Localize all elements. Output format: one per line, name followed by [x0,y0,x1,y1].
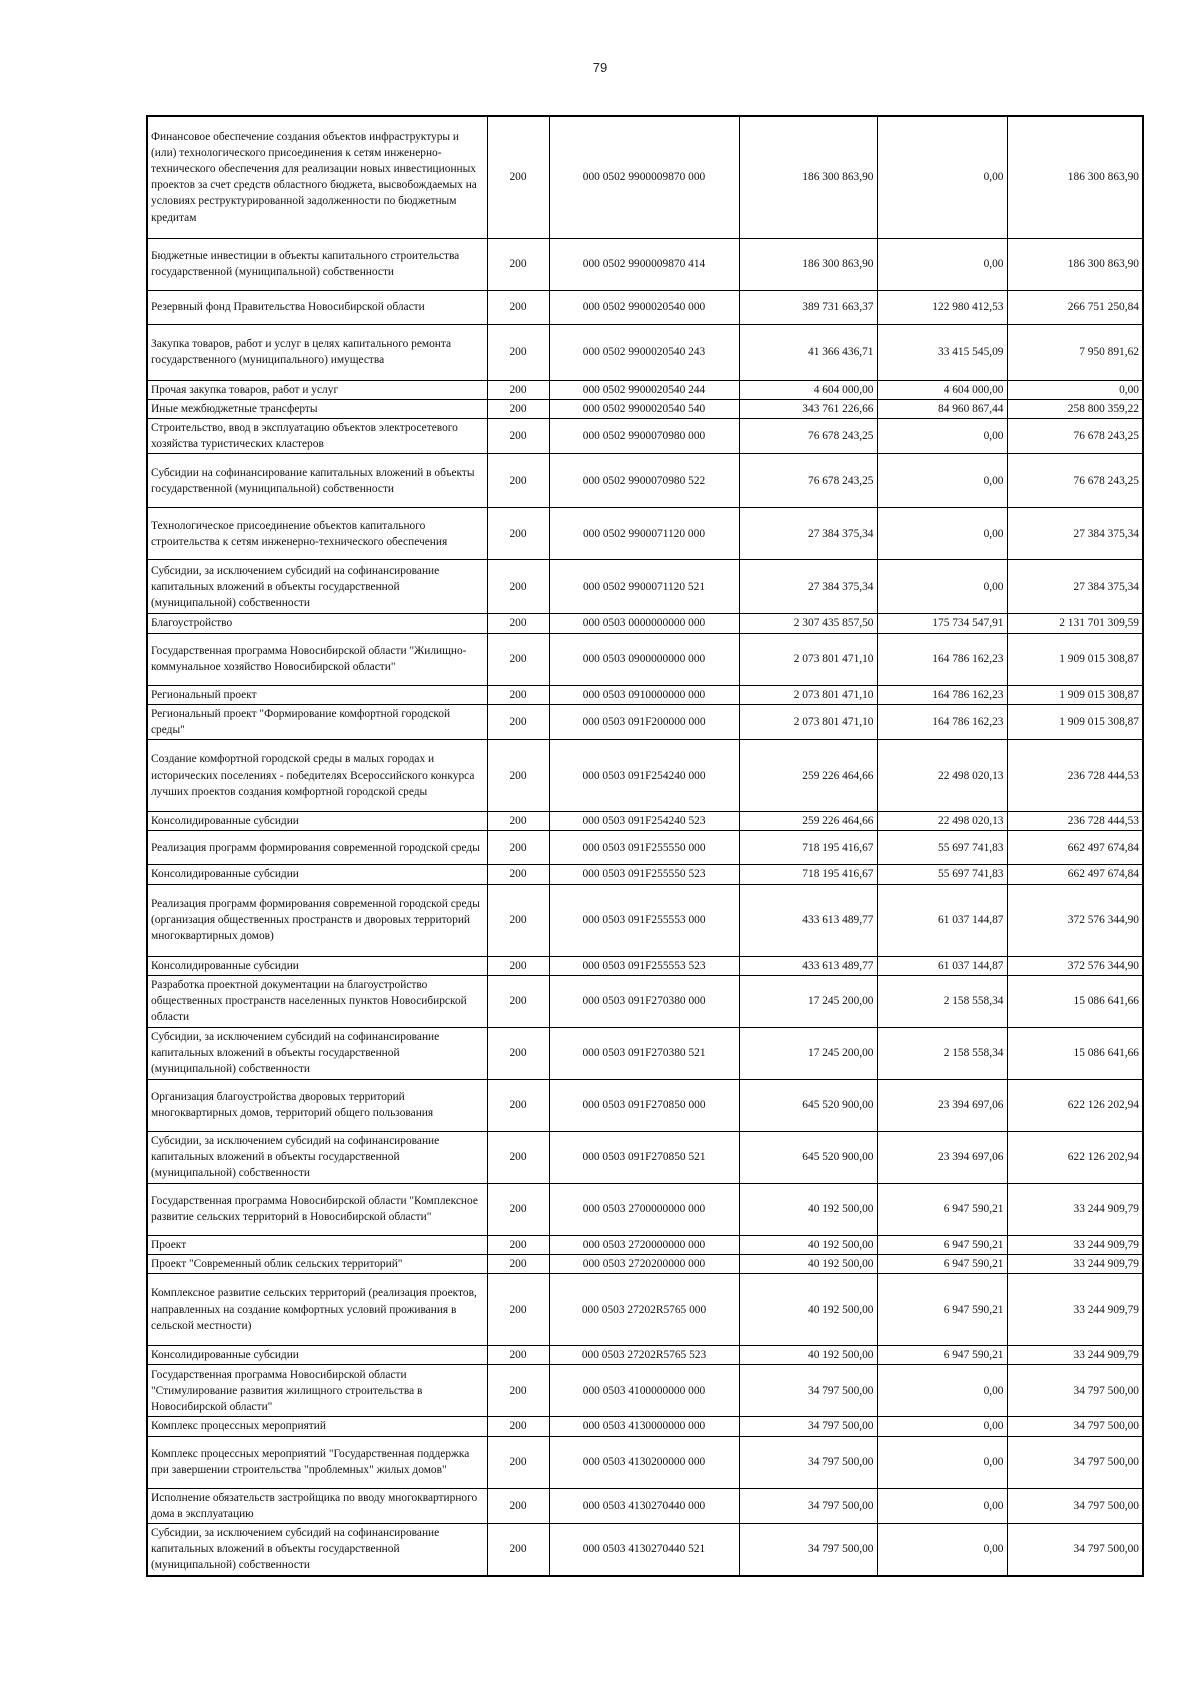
table-row [147,831,1143,865]
row-budget-classification-code: 000 0503 4130000000 000 [549,1417,739,1436]
row-line-code: 200 [487,1523,549,1575]
row-line-code: 200 [487,1417,549,1436]
row-name: Государственная программа Новосибирской области "Жилищно-коммунальное хозяйство Новосибирской области" [147,633,487,685]
row-executed-amount: 0,00 [877,1436,1007,1488]
row-executed-amount: 6 947 590,21 [877,1235,1007,1254]
row-line-code: 200 [487,685,549,704]
row-line-code: 200 [487,633,549,685]
row-name: Проект "Современный облик сельских территорий" [147,1254,487,1273]
table-row [147,290,1143,324]
row-budget-classification-code: 000 0503 27202R5765 523 [549,1346,739,1365]
table-row [147,865,1143,884]
row-budget-classification-code: 000 0503 0000000000 000 [549,614,739,633]
row-line-code: 200 [487,812,549,831]
row-line-code: 200 [487,399,549,418]
table-row [147,1488,1143,1523]
row-approved-amount: 41 366 436,71 [739,324,877,380]
row-line-code: 200 [487,290,549,324]
row-name: Консолидированные субсидии [147,865,487,884]
row-executed-amount: 0,00 [877,508,1007,560]
row-budget-classification-code: 000 0503 0900000000 000 [549,633,739,685]
row-executed-amount: 164 786 162,23 [877,685,1007,704]
row-line-code: 200 [487,884,549,956]
row-approved-amount: 259 226 464,66 [739,740,877,812]
row-budget-classification-code: 000 0503 4100000000 000 [549,1365,739,1417]
row-unexecuted-amount: 33 244 909,79 [1007,1346,1143,1365]
row-name: Резервный фонд Правительства Новосибирской области [147,290,487,324]
row-budget-classification-code: 000 0503 4130270440 521 [549,1523,739,1575]
table-row [147,1131,1143,1183]
table-row [147,685,1143,704]
row-unexecuted-amount: 27 384 375,34 [1007,560,1143,614]
row-line-code: 200 [487,508,549,560]
row-line-code: 200 [487,1235,549,1254]
row-approved-amount: 645 520 900,00 [739,1131,877,1183]
row-executed-amount: 164 786 162,23 [877,633,1007,685]
row-budget-classification-code: 000 0503 091F255553 523 [549,956,739,975]
row-unexecuted-amount: 186 300 863,90 [1007,116,1143,238]
row-approved-amount: 27 384 375,34 [739,508,877,560]
row-executed-amount: 84 960 867,44 [877,399,1007,418]
row-unexecuted-amount: 34 797 500,00 [1007,1436,1143,1488]
table-row [147,704,1143,739]
table-row [147,1183,1143,1235]
row-unexecuted-amount: 662 497 674,84 [1007,865,1143,884]
row-executed-amount: 2 158 558,34 [877,975,1007,1027]
row-approved-amount: 4 604 000,00 [739,380,877,399]
row-budget-classification-code: 000 0502 9900009870 000 [549,116,739,238]
table-row [147,740,1143,812]
row-name: Комплекс процессных мероприятий [147,1417,487,1436]
row-executed-amount: 61 037 144,87 [877,956,1007,975]
table-row [147,1027,1143,1079]
row-executed-amount: 0,00 [877,1523,1007,1575]
row-name: Региональный проект [147,685,487,704]
row-budget-classification-code: 000 0503 4130200000 000 [549,1436,739,1488]
row-name: Разработка проектной документации на благоустройство общественных пространств населенных пунктов Новосибирской области [147,975,487,1027]
row-approved-amount: 433 613 489,77 [739,884,877,956]
row-name: Субсидии, за исключением субсидий на софинансирование капитальных вложений в объекты государственной (муниципальной) собственности [147,1131,487,1183]
row-executed-amount: 0,00 [877,116,1007,238]
table-row [147,418,1143,453]
row-line-code: 200 [487,865,549,884]
row-unexecuted-amount: 34 797 500,00 [1007,1365,1143,1417]
row-budget-classification-code: 000 0503 091F270380 000 [549,975,739,1027]
row-unexecuted-amount: 622 126 202,94 [1007,1079,1143,1131]
table-row [147,1235,1143,1254]
table-row [147,508,1143,560]
row-line-code: 200 [487,454,549,508]
row-budget-classification-code: 000 0503 091F255553 000 [549,884,739,956]
table-row [147,884,1143,956]
row-executed-amount: 23 394 697,06 [877,1131,1007,1183]
row-name: Комплекс процессных мероприятий "Государственная поддержка при завершении строительства "проблемных" жилых домов" [147,1436,487,1488]
row-budget-classification-code: 000 0502 9900020540 000 [549,290,739,324]
row-name: Закупка товаров, работ и услуг в целях капитального ремонта государственного (муниципального) имущества [147,324,487,380]
row-name: Субсидии, за исключением субсидий на софинансирование капитальных вложений в объекты государственной (муниципальной) собственности [147,560,487,614]
row-executed-amount: 0,00 [877,238,1007,290]
table-row [147,614,1143,633]
row-unexecuted-amount: 1 909 015 308,87 [1007,685,1143,704]
row-name: Государственная программа Новосибирской области "Комплексное развитие сельских территорий в Новосибирской области" [147,1183,487,1235]
row-executed-amount: 6 947 590,21 [877,1274,1007,1346]
row-executed-amount: 2 158 558,34 [877,1027,1007,1079]
row-line-code: 200 [487,1365,549,1417]
table-row [147,1079,1143,1131]
row-line-code: 200 [487,116,549,238]
row-name: Благоустройство [147,614,487,633]
row-budget-classification-code: 000 0502 9900071120 000 [549,508,739,560]
row-executed-amount: 0,00 [877,418,1007,453]
row-budget-classification-code: 000 0503 2700000000 000 [549,1183,739,1235]
row-budget-classification-code: 000 0503 4130270440 000 [549,1488,739,1523]
row-approved-amount: 389 731 663,37 [739,290,877,324]
table-row [147,812,1143,831]
row-name: Прочая закупка товаров, работ и услуг [147,380,487,399]
row-budget-classification-code: 000 0503 091F254240 523 [549,812,739,831]
row-approved-amount: 76 678 243,25 [739,418,877,453]
row-executed-amount: 33 415 545,09 [877,324,1007,380]
row-approved-amount: 40 192 500,00 [739,1254,877,1273]
row-executed-amount: 122 980 412,53 [877,290,1007,324]
row-executed-amount: 175 734 547,91 [877,614,1007,633]
row-budget-classification-code: 000 0502 9900009870 414 [549,238,739,290]
row-name: Субсидии на софинансирование капитальных вложений в объекты государственной (муниципальной) собственности [147,454,487,508]
row-line-code: 200 [487,1027,549,1079]
row-name: Субсидии, за исключением субсидий на софинансирование капитальных вложений в объекты государственной (муниципальной) собственности [147,1027,487,1079]
row-name: Субсидии, за исключением субсидий на софинансирование капитальных вложений в объекты государственной (муниципальной) собственности [147,1523,487,1575]
row-approved-amount: 343 761 226,66 [739,399,877,418]
page-number: 79 [592,60,608,75]
row-line-code: 200 [487,324,549,380]
row-budget-classification-code: 000 0503 2720200000 000 [549,1254,739,1273]
table-row [147,116,1143,238]
row-executed-amount: 4 604 000,00 [877,380,1007,399]
row-executed-amount: 22 498 020,13 [877,812,1007,831]
row-name: Реализация программ формирования современной городской среды [147,831,487,865]
table-row [147,1365,1143,1417]
table-row [147,324,1143,380]
row-line-code: 200 [487,1436,549,1488]
row-approved-amount: 40 192 500,00 [739,1346,877,1365]
row-line-code: 200 [487,831,549,865]
row-name: Финансовое обеспечение создания объектов инфраструктуры и (или) технологического присоединения к сетям инженерно-технического обеспечения для реализации новых инвестиционных проектов за счет средств областного бюджета, высвобождаемых на условиях реструктурированной задолженности по бюджетным кредитам [147,116,487,238]
table-row [147,454,1143,508]
row-approved-amount: 76 678 243,25 [739,454,877,508]
row-executed-amount: 6 947 590,21 [877,1183,1007,1235]
row-unexecuted-amount: 2 131 701 309,59 [1007,614,1143,633]
row-unexecuted-amount: 34 797 500,00 [1007,1523,1143,1575]
row-name: Комплексное развитие сельских территорий (реализация проектов, направленных на создание комфортных условий проживания в сельской местности) [147,1274,487,1346]
row-line-code: 200 [487,1079,549,1131]
table-row [147,399,1143,418]
row-approved-amount: 27 384 375,34 [739,560,877,614]
row-approved-amount: 718 195 416,67 [739,831,877,865]
row-approved-amount: 34 797 500,00 [739,1488,877,1523]
row-unexecuted-amount: 1 909 015 308,87 [1007,633,1143,685]
row-unexecuted-amount: 266 751 250,84 [1007,290,1143,324]
table-row [147,956,1143,975]
row-budget-classification-code: 000 0503 091F255550 523 [549,865,739,884]
row-unexecuted-amount: 76 678 243,25 [1007,418,1143,453]
row-approved-amount: 2 073 801 471,10 [739,704,877,739]
row-unexecuted-amount: 7 950 891,62 [1007,324,1143,380]
row-approved-amount: 186 300 863,90 [739,238,877,290]
row-line-code: 200 [487,704,549,739]
row-unexecuted-amount: 372 576 344,90 [1007,956,1143,975]
row-budget-classification-code: 000 0503 27202R5765 000 [549,1274,739,1346]
row-line-code: 200 [487,238,549,290]
row-unexecuted-amount: 33 244 909,79 [1007,1235,1143,1254]
row-executed-amount: 55 697 741,83 [877,831,1007,865]
row-unexecuted-amount: 662 497 674,84 [1007,831,1143,865]
row-name: Строительство, ввод в эксплуатацию объектов электросетевого хозяйства туристических кластеров [147,418,487,453]
row-budget-classification-code: 000 0502 9900070980 522 [549,454,739,508]
row-approved-amount: 17 245 200,00 [739,975,877,1027]
row-line-code: 200 [487,1488,549,1523]
row-budget-classification-code: 000 0502 9900020540 244 [549,380,739,399]
row-unexecuted-amount: 34 797 500,00 [1007,1417,1143,1436]
row-budget-classification-code: 000 0502 9900070980 000 [549,418,739,453]
row-approved-amount: 40 192 500,00 [739,1274,877,1346]
row-unexecuted-amount: 1 909 015 308,87 [1007,704,1143,739]
row-name: Консолидированные субсидии [147,812,487,831]
row-line-code: 200 [487,380,549,399]
table-row [147,1436,1143,1488]
row-unexecuted-amount: 0,00 [1007,380,1143,399]
row-budget-classification-code: 000 0503 091F254240 000 [549,740,739,812]
row-name: Региональный проект "Формирование комфортной городской среды" [147,704,487,739]
row-approved-amount: 718 195 416,67 [739,865,877,884]
row-line-code: 200 [487,418,549,453]
row-approved-amount: 34 797 500,00 [739,1436,877,1488]
row-line-code: 200 [487,740,549,812]
row-executed-amount: 55 697 741,83 [877,865,1007,884]
row-name: Консолидированные субсидии [147,956,487,975]
table-body [147,116,1143,1576]
row-unexecuted-amount: 33 244 909,79 [1007,1254,1143,1273]
row-budget-classification-code: 000 0502 9900071120 521 [549,560,739,614]
row-approved-amount: 34 797 500,00 [739,1523,877,1575]
row-name: Государственная программа Новосибирской области "Стимулирование развития жилищного строительства в Новосибирской области" [147,1365,487,1417]
row-executed-amount: 6 947 590,21 [877,1254,1007,1273]
row-approved-amount: 40 192 500,00 [739,1183,877,1235]
row-name: Реализация программ формирования современной городской среды (организация общественных пространств и дворовых территорий многоквартирных домов) [147,884,487,956]
table-row [147,1346,1143,1365]
row-budget-classification-code: 000 0503 091F270850 521 [549,1131,739,1183]
row-approved-amount: 433 613 489,77 [739,956,877,975]
row-approved-amount: 645 520 900,00 [739,1079,877,1131]
table-row [147,560,1143,614]
row-line-code: 200 [487,1274,549,1346]
row-unexecuted-amount: 15 086 641,66 [1007,1027,1143,1079]
row-approved-amount: 2 307 435 857,50 [739,614,877,633]
table-row [147,238,1143,290]
budget-table [146,115,1144,1577]
row-unexecuted-amount: 34 797 500,00 [1007,1488,1143,1523]
row-line-code: 200 [487,956,549,975]
row-executed-amount: 0,00 [877,1488,1007,1523]
table-row [147,975,1143,1027]
table-row [147,1254,1143,1273]
row-unexecuted-amount: 236 728 444,53 [1007,812,1143,831]
row-approved-amount: 2 073 801 471,10 [739,685,877,704]
row-name: Организация благоустройства дворовых территорий многоквартирных домов, территорий общего пользования [147,1079,487,1131]
row-executed-amount: 0,00 [877,560,1007,614]
row-unexecuted-amount: 33 244 909,79 [1007,1274,1143,1346]
row-line-code: 200 [487,1183,549,1235]
row-line-code: 200 [487,1346,549,1365]
row-unexecuted-amount: 236 728 444,53 [1007,740,1143,812]
row-executed-amount: 0,00 [877,454,1007,508]
row-budget-classification-code: 000 0503 091F255550 000 [549,831,739,865]
row-budget-classification-code: 000 0503 0910000000 000 [549,685,739,704]
row-unexecuted-amount: 76 678 243,25 [1007,454,1143,508]
row-unexecuted-amount: 186 300 863,90 [1007,238,1143,290]
row-executed-amount: 61 037 144,87 [877,884,1007,956]
row-name: Консолидированные субсидии [147,1346,487,1365]
row-approved-amount: 259 226 464,66 [739,812,877,831]
row-line-code: 200 [487,560,549,614]
row-approved-amount: 2 073 801 471,10 [739,633,877,685]
table-row [147,380,1143,399]
row-budget-classification-code: 000 0502 9900020540 243 [549,324,739,380]
row-unexecuted-amount: 27 384 375,34 [1007,508,1143,560]
row-executed-amount: 164 786 162,23 [877,704,1007,739]
row-unexecuted-amount: 33 244 909,79 [1007,1183,1143,1235]
table-row [147,1274,1143,1346]
row-budget-classification-code: 000 0503 091F270850 000 [549,1079,739,1131]
row-unexecuted-amount: 372 576 344,90 [1007,884,1143,956]
row-budget-classification-code: 000 0503 091F200000 000 [549,704,739,739]
row-executed-amount: 6 947 590,21 [877,1346,1007,1365]
row-approved-amount: 34 797 500,00 [739,1417,877,1436]
row-name: Исполнение обязательств застройщика по вводу многоквартирного дома в эксплуатацию [147,1488,487,1523]
row-name: Технологическое присоединение объектов капитального строительства к сетям инженерно-технического обеспечения [147,508,487,560]
row-line-code: 200 [487,1131,549,1183]
table-row [147,633,1143,685]
row-executed-amount: 0,00 [877,1365,1007,1417]
row-executed-amount: 23 394 697,06 [877,1079,1007,1131]
row-unexecuted-amount: 258 800 359,22 [1007,399,1143,418]
row-name: Создание комфортной городской среды в малых городах и исторических поселениях - победителях Всероссийского конкурса лучших проектов создания комфортной городской среды [147,740,487,812]
row-executed-amount: 0,00 [877,1417,1007,1436]
row-unexecuted-amount: 15 086 641,66 [1007,975,1143,1027]
table-row [147,1417,1143,1436]
row-budget-classification-code: 000 0503 091F270380 521 [549,1027,739,1079]
row-line-code: 200 [487,975,549,1027]
row-unexecuted-amount: 622 126 202,94 [1007,1131,1143,1183]
row-name: Иные межбюджетные трансферты [147,399,487,418]
row-approved-amount: 34 797 500,00 [739,1365,877,1417]
row-budget-classification-code: 000 0503 2720000000 000 [549,1235,739,1254]
row-approved-amount: 186 300 863,90 [739,116,877,238]
row-approved-amount: 17 245 200,00 [739,1027,877,1079]
table-row [147,1523,1143,1575]
row-line-code: 200 [487,1254,549,1273]
row-approved-amount: 40 192 500,00 [739,1235,877,1254]
row-line-code: 200 [487,614,549,633]
row-executed-amount: 22 498 020,13 [877,740,1007,812]
row-name: Бюджетные инвестиции в объекты капитального строительства государственной (муниципальной) собственности [147,238,487,290]
row-name: Проект [147,1235,487,1254]
row-budget-classification-code: 000 0502 9900020540 540 [549,399,739,418]
